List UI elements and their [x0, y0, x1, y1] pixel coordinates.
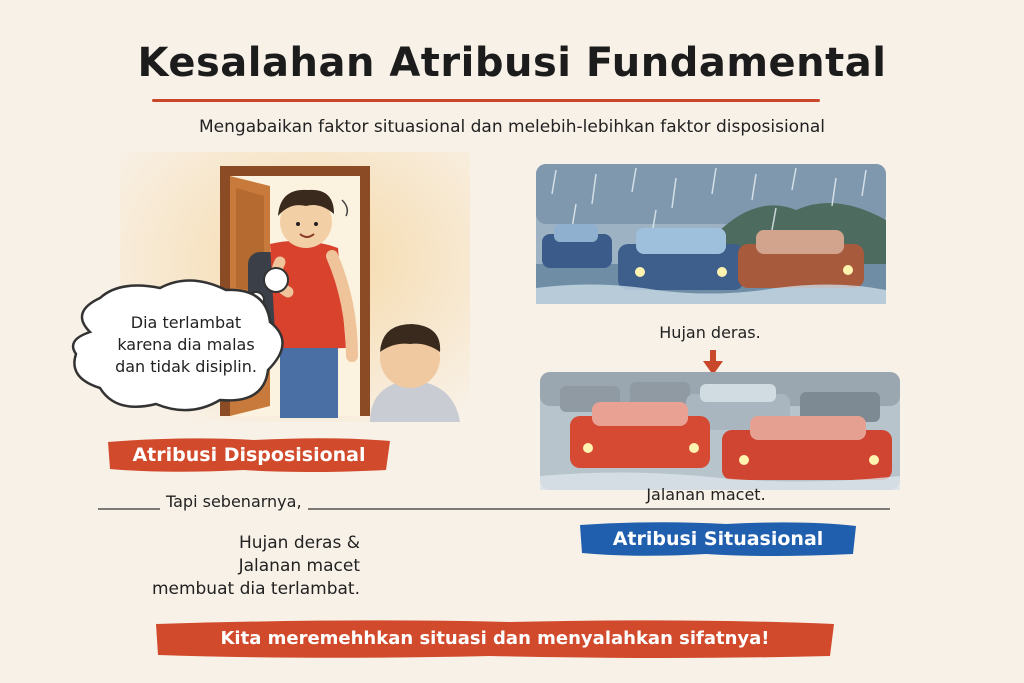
actual-cause-text: [120, 532, 360, 601]
rain-caption: Hujan deras.: [659, 323, 761, 342]
title-underline: [152, 99, 820, 102]
thought-line-3: dan tidak disiplin.: [115, 357, 257, 376]
page-title: Kesalahan Atribusi Fundamental: [137, 40, 887, 86]
rain-car-center: [618, 228, 744, 290]
cause-line-1: Hujan deras &: [238, 533, 360, 553]
page-subtitle: Mengabaikan faktor situasional dan melebih-lebihkan faktor disposisional: [199, 117, 825, 137]
conclusion-banner: [150, 618, 840, 660]
thought-line-1: Dia terlambat: [130, 313, 242, 332]
cause-line-2: Jalanan macet: [238, 556, 360, 576]
traffic-jam-illustration: [540, 372, 900, 490]
situational-label-text: Atribusi Situasional: [612, 528, 824, 550]
cause-line-3: membuat dia terlambat.: [151, 579, 360, 599]
thought-bubble-text: [86, 312, 286, 378]
but-actually-text: Tapi sebenarnya,: [160, 492, 308, 511]
dispositional-label: [104, 436, 394, 474]
thought-line-2: karena dia malas: [117, 335, 255, 354]
situational-label: [576, 520, 860, 558]
dispositional-label-text: Atribusi Disposisional: [132, 444, 366, 466]
heavy-rain-illustration: [536, 164, 886, 304]
traffic-caption: Jalanan macet.: [646, 485, 766, 504]
conclusion-text: Kita meremehhkan situasi dan menyalahkan sifatnya!: [220, 628, 770, 649]
